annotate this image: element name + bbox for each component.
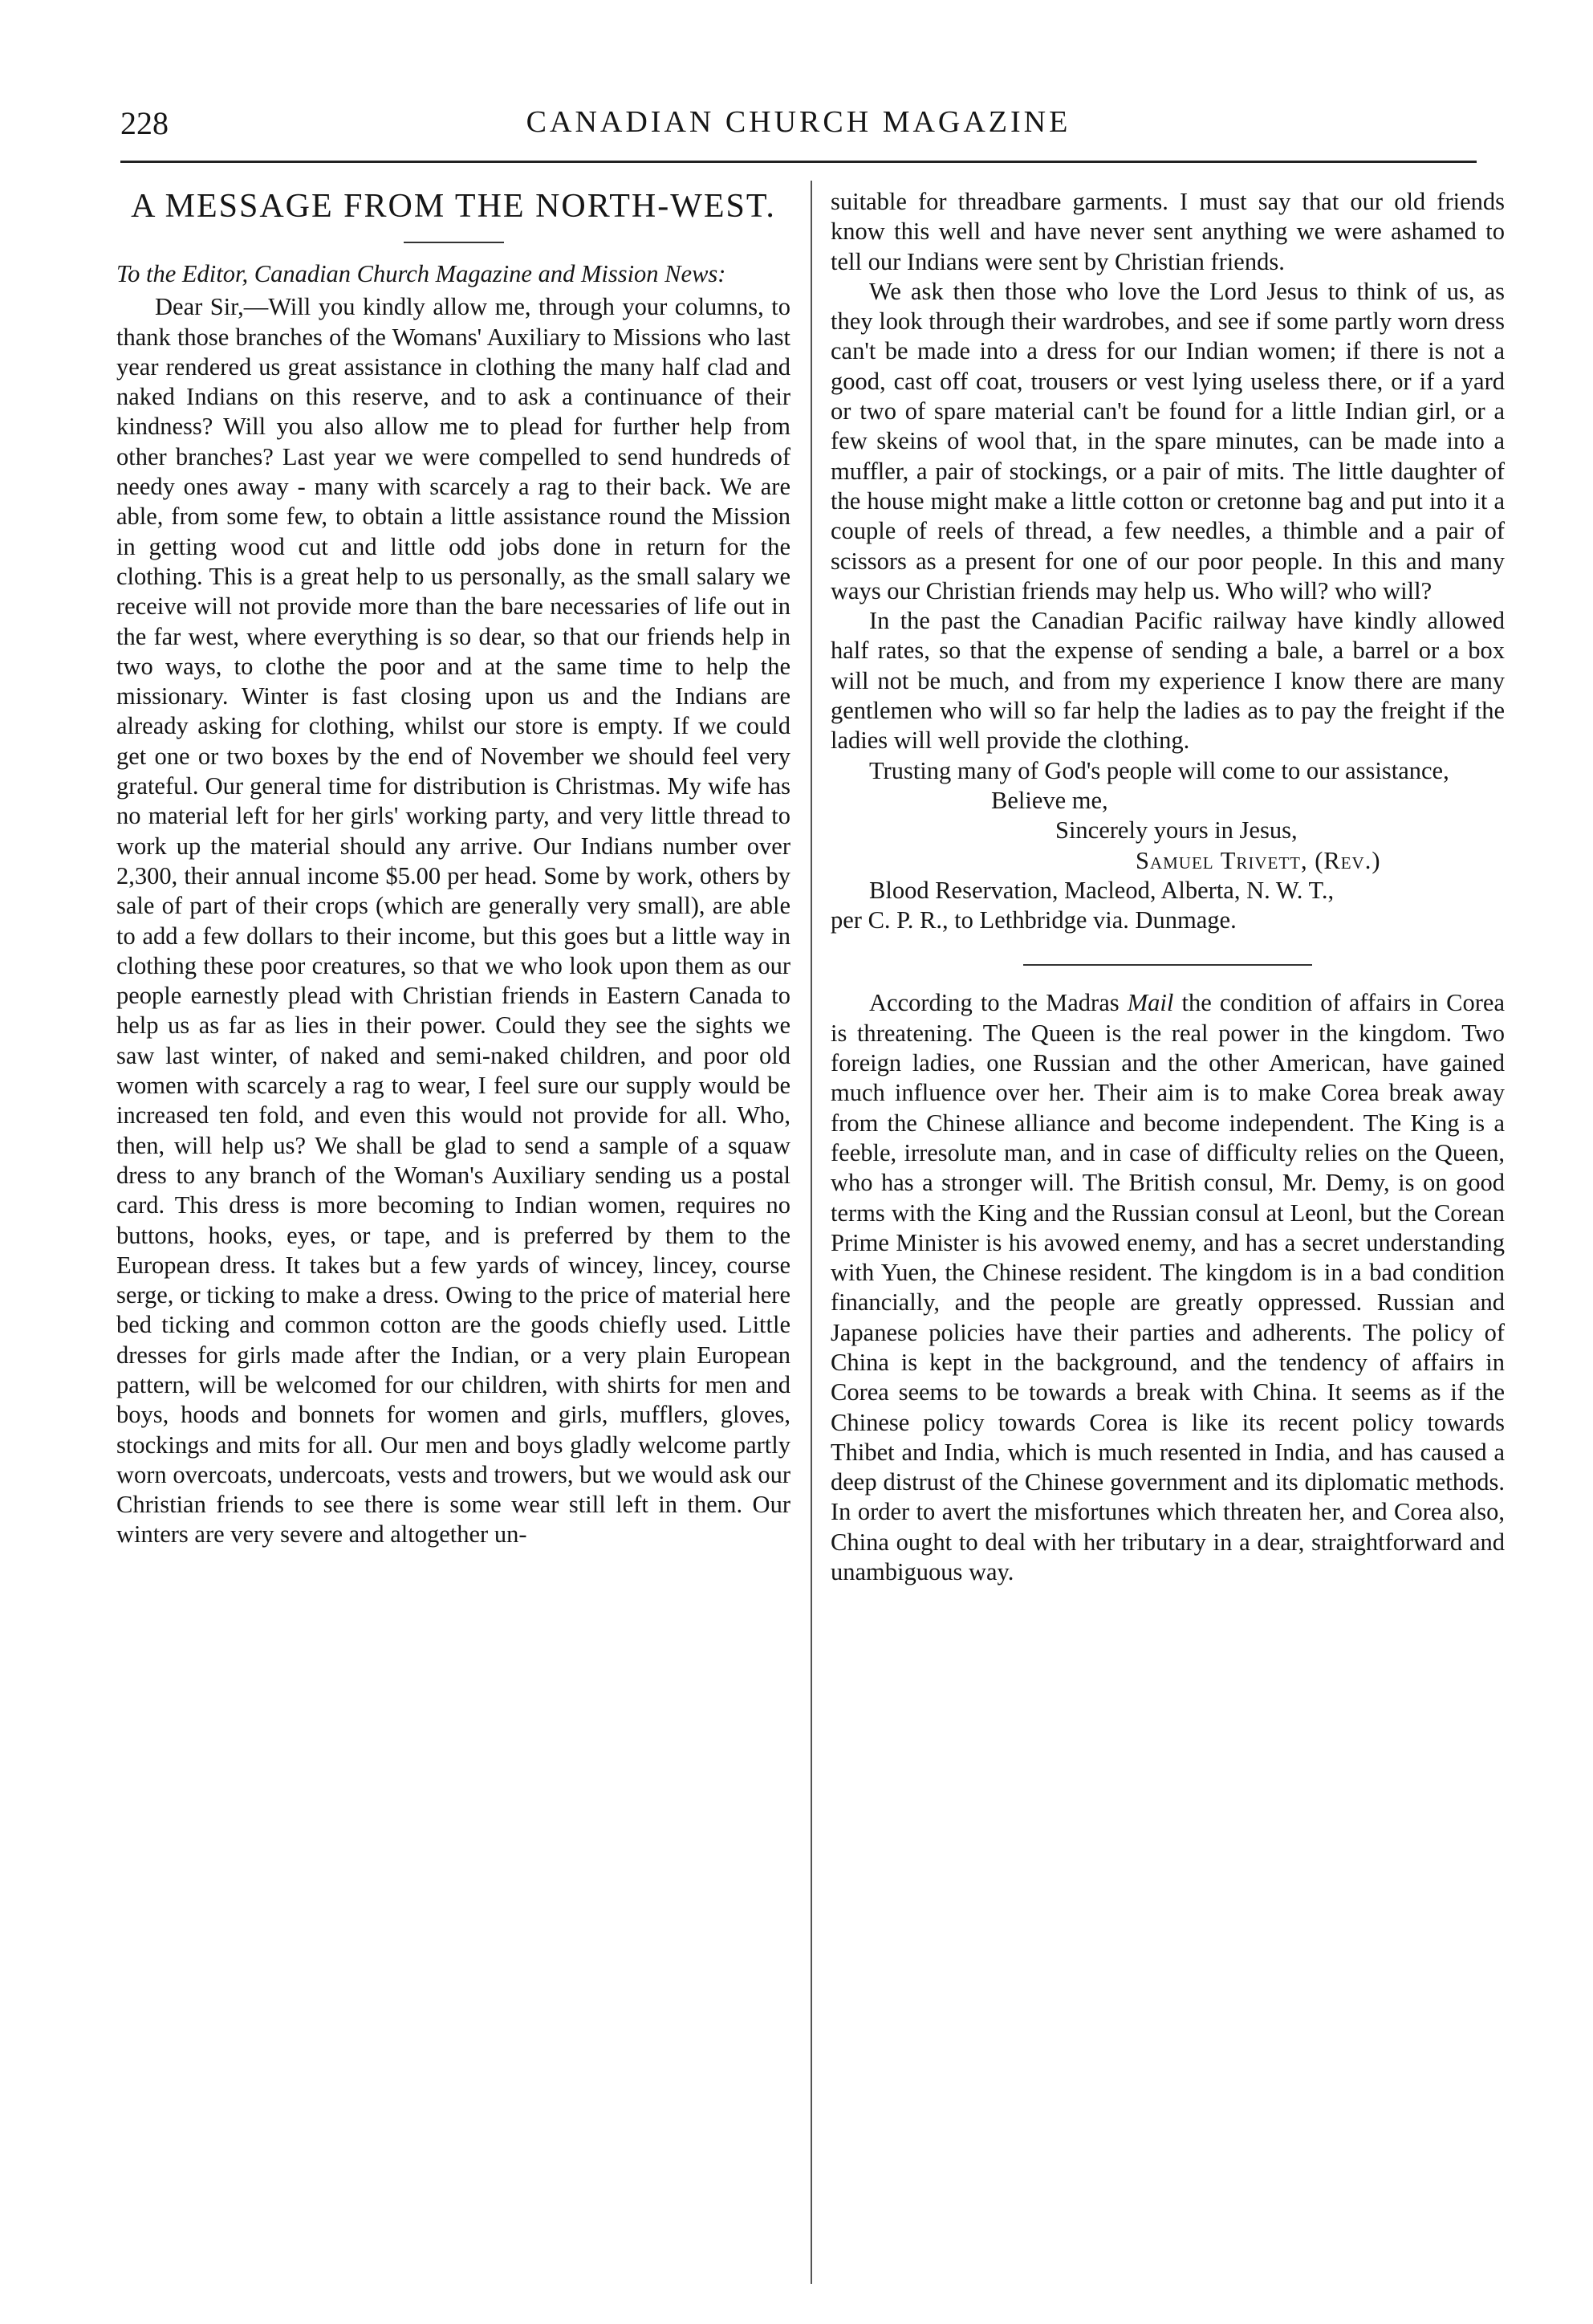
letter-paragraph: Trusting many of God's people will come to our assistance, — [869, 756, 1449, 784]
title-rule — [404, 242, 504, 243]
newspaper-name: Mail — [1127, 989, 1174, 1017]
section-rule — [1023, 964, 1312, 966]
column-divider — [811, 181, 812, 2284]
signature: Samuel Trivett, (Rev.) — [1136, 846, 1381, 874]
salutation: To the Editor, Canadian Church Magazine and Mission News: — [116, 260, 726, 287]
page-number: 228 — [120, 105, 169, 141]
news-paragraph — [831, 988, 1505, 1587]
address-line: Blood Reservation, Macleod, Alberta, N. W. T., — [869, 876, 1335, 904]
article-title: A MESSAGE FROM THE NORTH-WEST. — [131, 188, 776, 225]
closing-line: Sincerely yours in Jesus, — [1055, 816, 1298, 845]
header-rule — [120, 161, 1477, 163]
magazine-title: CANADIAN CHURCH MAGAZINE — [526, 105, 1071, 139]
address-line: per C. P. R., to Lethbridge via. Dunmage. — [831, 906, 1237, 934]
running-head — [120, 104, 1477, 153]
letter-paragraph: We ask then those who love the Lord Jesus to think of us, as they look through their wardrobes, and see if some partly worn dress can't be made into a dress for our Indian women; if there is not a good, cast off coat, trousers or vest lying useless there, or if a yard or two of spare material can't be found for a little Indian girl, or a few skeins of wool that, in the spare minutes, can be made into a muffler, a pair of stockings, or a pair of mits. The little daughter of the house might make a little cotton or cretonne bag and put into it a couple of reels of thread, a few needles, a thimble and a pair of scissors as a present for one of our poor people. In this and many ways our Christian friends may help us. Who will? who will? — [831, 277, 1505, 604]
right-column — [831, 187, 1505, 1587]
letter-paragraph: In the past the Canadian Pacific railway have kindly allowed half rates, so that the expense of sending a bale, a barrel or a box will not be much, and from my experience I know there are many gentlemen who will so far help the ladies as to pay the freight if the ladies will well provide the clothing. — [831, 607, 1505, 755]
closing-line: Believe me, — [991, 786, 1108, 814]
news-body: the condition of affairs in Corea is threatening. The Queen is the real power in the kingdom. Two foreign ladies, one Russian and the other American, have gained much influence over her. Their aim is to make Corea break away from the Chinese alliance and become independent. The King is a feeble, irresolute man, and in case of difficulty relies on the Queen, who has a stronger will. The British consul, Mr. Demy, is on good terms with the King and the Russian consul at Leonl, but the Corean Prime Minister is his avowed enemy, and has a secret understanding with Yuen, the Chinese resident. The kingdom is in a bad condition financially, and the people are greatly oppressed. Russian and Japanese policies have their parties and adherents. The policy of China is kept in the background, and the tendency of affairs in Corea seems to be towards a break with China. It seems as if the Chinese policy towards Corea is like its recent policy towards Thibet and India, which is much resented in India, and has caused a deep distrust of the Chinese government and its diplomatic methods. In order to avert the misfortunes which threaten her, and Corea also, China ought to deal with her tributary in a dear, straightforward and unambiguous way. — [831, 989, 1506, 1586]
letter-paragraph: Dear Sir,—Will you kindly allow me, through your columns, to thank those branches of the Womans' Auxiliary to Missions who last year rendered us great assistance in clothing the many half clad and naked Indians on this reserve, and to ask a continuance of their kindness? Will you also allow me to plead for further help from other branches? Last year we were compelled to send hundreds of needy ones away - many with scarcely a rag to their back. We are able, from some few, to obtain a little assistance round the Mission in getting wood cut and little odd jobs done in return for the clothing. This is a great help to us personally, as the small salary we receive will not provide more than the bare necessaries of life out in the far west, where everything is so dear, so that our friends help in two ways, to clothe the poor and at the same time to help the missionary. Winter is fast closing upon us and the Indians are already asking for clothing, whilst our store is empty. If we could get one or two boxes by the end of November we should feel very grateful. Our general time for distribution is Christmas. My wife has no material left for her girls' working party, and very little thread to work up the material should any arrive. Our Indians number over 2,300, their annual income $5.00 per head. Some by work, others by sale of part of their crops (which are generally very small), are able to add a few dollars to their income, but this goes but a little way in clothing these poor creatures, so that we who look upon them as our people earnestly plead with Christian friends in Eastern Canada to help us as far as lies in their power. Could they see the sights we saw last winter, of naked and semi-naked children, and poor old women with scarcely a rag to wear, I feel sure our supply would be increased ten fold, and even this would not provide for all. Who, then, will help us? We shall be glad to send a sample of a squaw dress to any branch of the Woman's Auxiliary sending us a postal card. This dress is more becoming to Indian women, requires no buttons, hooks, eyes, or tape, and is preferred by them to the European dress. It takes but a few yards of wincey, lincey, course serge, or ticking to make a dress. Owing to the price of material here bed ticking and common cotton are the goods chiefly used. Little dresses for girls made after the Indian, or a very plain European pattern, will be welcomed for our children, with shirts for men and boys, hoods and bonnets for women and girls, mufflers, gloves, stockings and mits for all. Our men and boys gladly welcome partly worn overcoats, undercoats, vests and trowers, but we would ask our Christian friends to see there is some wear still left in them. Our winters are very severe and altogether un- — [116, 293, 790, 1549]
news-intro: According to the Madras — [869, 989, 1128, 1017]
letter-paragraph-continued: suitable for threadbare garments. I must say that our old friends know this well and have never sent anything we were ashamed to tell our Indians were sent by Christian friends. — [831, 188, 1505, 275]
left-column — [116, 181, 790, 1550]
